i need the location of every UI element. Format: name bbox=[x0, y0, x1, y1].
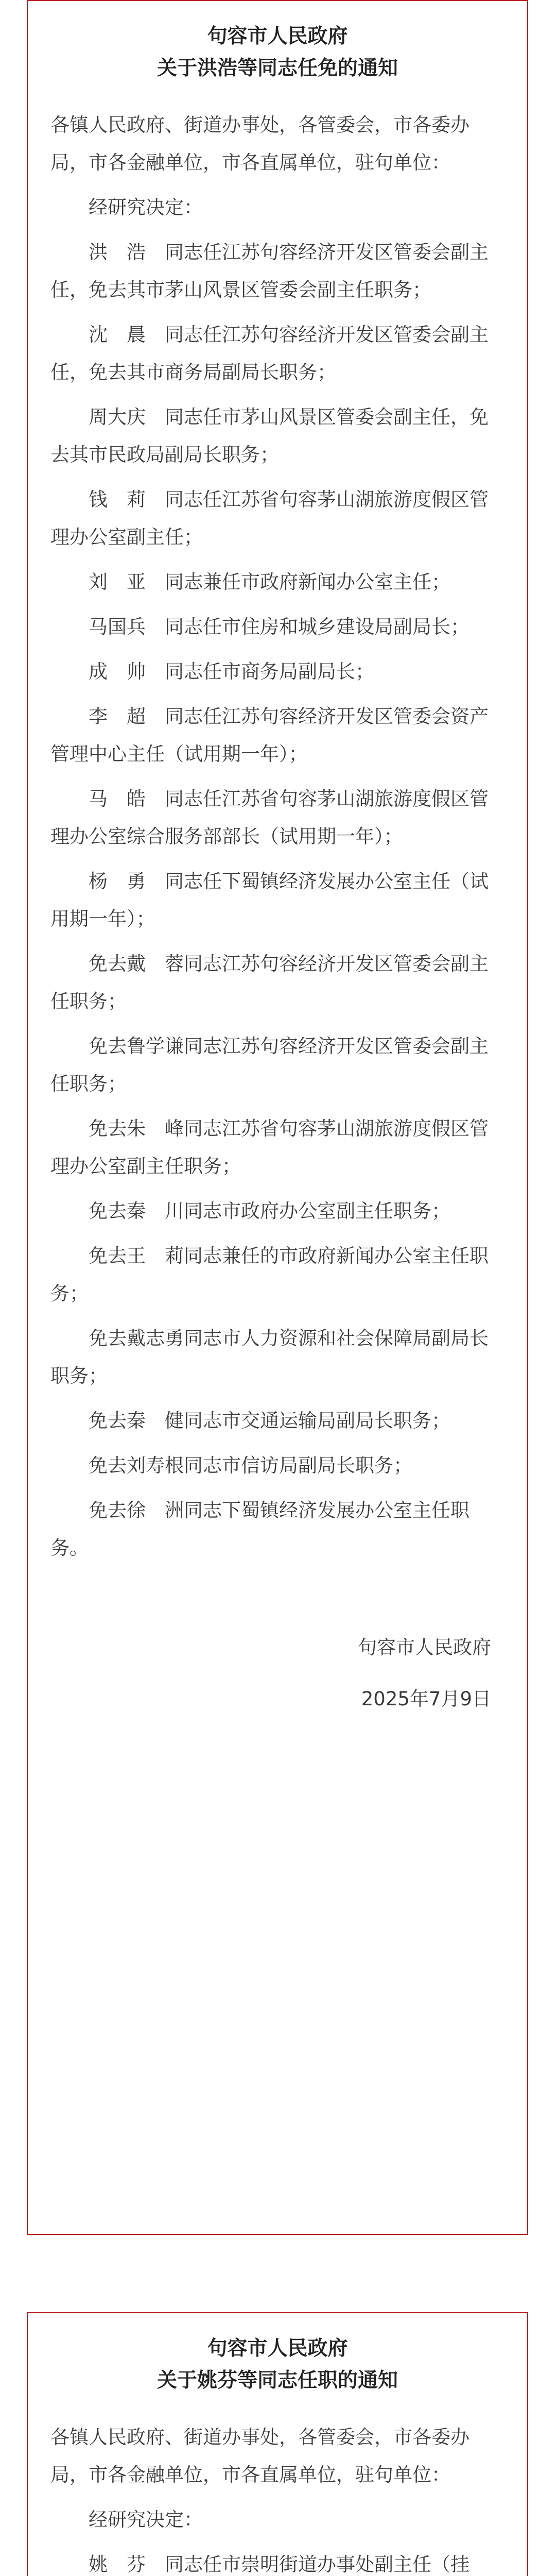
appointment-item: 沈 晨 同志任江苏句容经济开发区管委会副主任，免去其市商务局副局长职务； bbox=[50, 324, 489, 383]
appointment-item: 免去戴志勇同志市人力资源和社会保障局副局长职务； bbox=[50, 1327, 489, 1387]
appointment-item: 免去朱 峰同志江苏省句容茅山湖旅游度假区管理办公室副主任职务； bbox=[50, 1117, 489, 1177]
notice-2-title-issuer: 句容市人民政府 bbox=[207, 2337, 348, 2360]
appointment-item: 免去秦 川同志市政府办公室副主任职务； bbox=[89, 1200, 450, 1222]
appointment-item: 免去王 莉同志兼任的市政府新闻办公室主任职务； bbox=[50, 1245, 489, 1304]
appointment-item: 免去秦 健同志市交通运输局副局长职务； bbox=[89, 1410, 450, 1432]
notice-1-salutation: 各镇人民政府、街道办事处，各管委会，市各委办局，市各金融单位，市各直属单位，驻句单位： bbox=[50, 114, 470, 174]
appointment-item: 免去刘寿根同志市信访局副局长职务； bbox=[89, 1454, 412, 1477]
appointment-item: 免去戴 蓉同志江苏句容经济开发区管委会副主任职务； bbox=[50, 953, 489, 1012]
notice-2-title-subject: 关于姚芬等同志任职的通知 bbox=[157, 2369, 398, 2392]
notice-1-title-subject: 关于洪浩等同志任免的通知 bbox=[157, 57, 398, 80]
notice-2-salutation: 各镇人民政府、街道办事处，各管委会，市各委办局，市各金融单位，市各直属单位，驻句单位： bbox=[50, 2426, 470, 2486]
notice-1-date: 2025年7月9日 bbox=[361, 1688, 491, 1710]
notice-1-items bbox=[28, 226, 527, 1567]
appointment-item: 李 超 同志任江苏句容经济开发区管委会资产管理中心主任（试用期一年）； bbox=[50, 705, 489, 765]
appointment-item: 免去鲁学谦同志江苏句容经济开发区管委会副主任职务； bbox=[50, 1035, 489, 1095]
appointment-item: 杨 勇 同志任下蜀镇经济发展办公室主任（试用期一年）； bbox=[50, 870, 489, 930]
notice-1-decision-intro: 经研究决定： bbox=[89, 196, 203, 218]
notice-1-signer: 句容市人民政府 bbox=[358, 1636, 491, 1658]
appointment-item: 马 皓 同志任江苏省句容茅山湖旅游度假区管理办公室综合服务部部长（试用期一年）； bbox=[50, 788, 489, 848]
notice-1-title-issuer: 句容市人民政府 bbox=[207, 25, 348, 48]
appointment-item: 周大庆 同志任市茅山风景区管委会副主任，免去其市民政局副局长职务； bbox=[50, 406, 489, 466]
appointment-item: 洪 浩 同志任江苏句容经济开发区管委会副主任，免去其市茅山风景区管委会副主任职务； bbox=[50, 241, 489, 301]
notice-document-1 bbox=[27, 0, 528, 2235]
appointment-item: 免去徐 洲同志下蜀镇经济发展办公室主任职务。 bbox=[50, 1499, 470, 1559]
notice-2-decision-intro: 经研究决定： bbox=[89, 2509, 203, 2531]
appointment-item: 成 帅 同志任市商务局副局长； bbox=[89, 660, 374, 683]
appointment-item: 刘 亚 同志兼任市政府新闻办公室主任； bbox=[89, 571, 450, 593]
appointment-item: 钱 莉 同志任江苏省句容茅山湖旅游度假区管理办公室副主任； bbox=[50, 488, 489, 548]
appointment-item: 马国兵 同志任市住房和城乡建设局副局长； bbox=[89, 616, 470, 638]
notice-2-items bbox=[28, 2538, 527, 2576]
notice-document-2 bbox=[27, 2312, 528, 2576]
appointment-item: 姚 芬 同志任市崇明街道办事处副主任（挂 bbox=[89, 2553, 470, 2575]
